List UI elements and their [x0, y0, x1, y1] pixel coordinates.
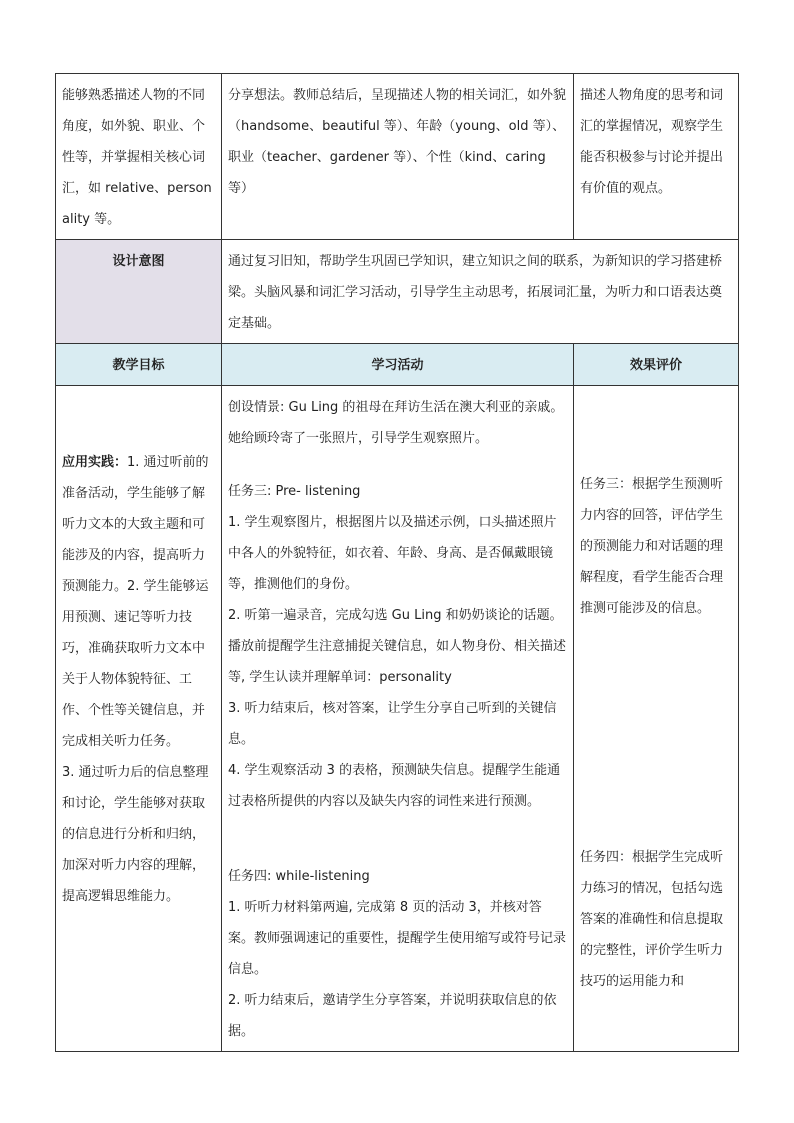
goal-label: 应用实践：: [62, 455, 128, 470]
goal-cell: 能够熟悉描述人物的不同角度，如外貌、职业、个性等，并掌握相关核心词汇，如 relative、personality 等。: [56, 74, 222, 240]
task3-step-4: 4. 学生观察活动 3 的表格，预测缺失信息。提醒学生能通过表格所提供的内容以及缺失内容的词性来进行预测。: [228, 763, 561, 809]
design-purpose-text: 通过复习旧知，帮助学生巩固已学知识，建立知识之间的联系，为新知识的学习搭建桥梁。头脑风暴和词汇学习活动，引导学生主动思考，拓展词汇量，为听力和口语表达奠定基础。: [222, 240, 739, 344]
table-row: [56, 386, 739, 1052]
table-row: [56, 74, 739, 240]
lesson-plan-table: [55, 73, 739, 1052]
activity-cell: 分享想法。教师总结后，呈现描述人物的相关词汇，如外貌（handsome、beautiful 等）、年龄（young、old 等）、职业（teacher、gardener 等）、个性（kind、caring 等）: [222, 74, 574, 240]
task3-title: 任务三: Pre- listening: [228, 484, 361, 499]
goal-text-2: 3. 通过听力后的信息整理和讨论，学生能够对获取的信息进行分析和归纳，加深对听力内容的理解，提高逻辑思维能力。: [62, 765, 209, 904]
task3-step-2: 2. 听第一遍录音，完成勾选 Gu Ling 和奶奶谈论的话题。播放前提醒学生注意捕捉关键信息，如人物身份、相关描述等, 学生认读并理解单词：personality: [228, 608, 567, 685]
header-row: [56, 344, 739, 386]
task4-title: 任务四: while-listening: [228, 869, 370, 884]
eval-task3: 任务三：根据学生预测听力内容的回答，评估学生的预测能力和对话题的理解程度，看学生能否合理推测可能涉及的信息。: [580, 477, 724, 616]
activity-cell: [222, 386, 574, 1052]
goal-text-1: 1. 通过听前的准备活动，学生能够了解听力文本的大致主题和可能涉及的内容，提高听力预测能力。2. 学生能够运用预测、速记等听力技巧，准确获取听力文本中关于人物体貌特征、工作、个性等关键信息，并完成相关听力任务。: [62, 455, 209, 749]
header-goal: 教学目标: [56, 344, 222, 386]
task4-step-2: 2. 听力结束后，邀请学生分享答案，并说明获取信息的依据。: [228, 993, 557, 1039]
eval-task4: 任务四：根据学生完成听力练习的情况，包括勾选答案的准确性和信息提取的完整性，评价学生听力技巧的运用能力和: [580, 850, 724, 989]
task3-step-3: 3. 听力结束后，核对答案，让学生分享自己听到的关键信息。: [228, 701, 557, 747]
goal-block-1: [62, 447, 215, 757]
task4-step-1: 1. 听听力材料第两遍, 完成第 8 页的活动 3，并核对答案。教师强调速记的重要性，提醒学生使用缩写或符号记录信息。: [228, 900, 567, 977]
task3-step-1: 1. 学生观察图片，根据图片以及描述示例，口头描述照片中各人的外貌特征，如衣着、年龄、身高、是否佩戴眼镜等，推测他们的身份。: [228, 515, 557, 592]
goal-cell: [56, 386, 222, 1052]
design-row: [56, 240, 739, 344]
situation-text: 创设情景: Gu Ling 的祖母在拜访生活在澳大利亚的亲戚。她给顾玲寄了一张照片，引导学生观察照片。: [228, 400, 564, 446]
header-evaluation: 效果评价: [574, 344, 739, 386]
design-purpose-label: 设计意图: [56, 240, 222, 344]
evaluation-cell: [574, 386, 739, 1052]
evaluation-cell: 描述人物角度的思考和词汇的掌握情况，观察学生能否积极参与讨论并提出有价值的观点。: [574, 74, 739, 240]
header-activity: 学习活动: [222, 344, 574, 386]
